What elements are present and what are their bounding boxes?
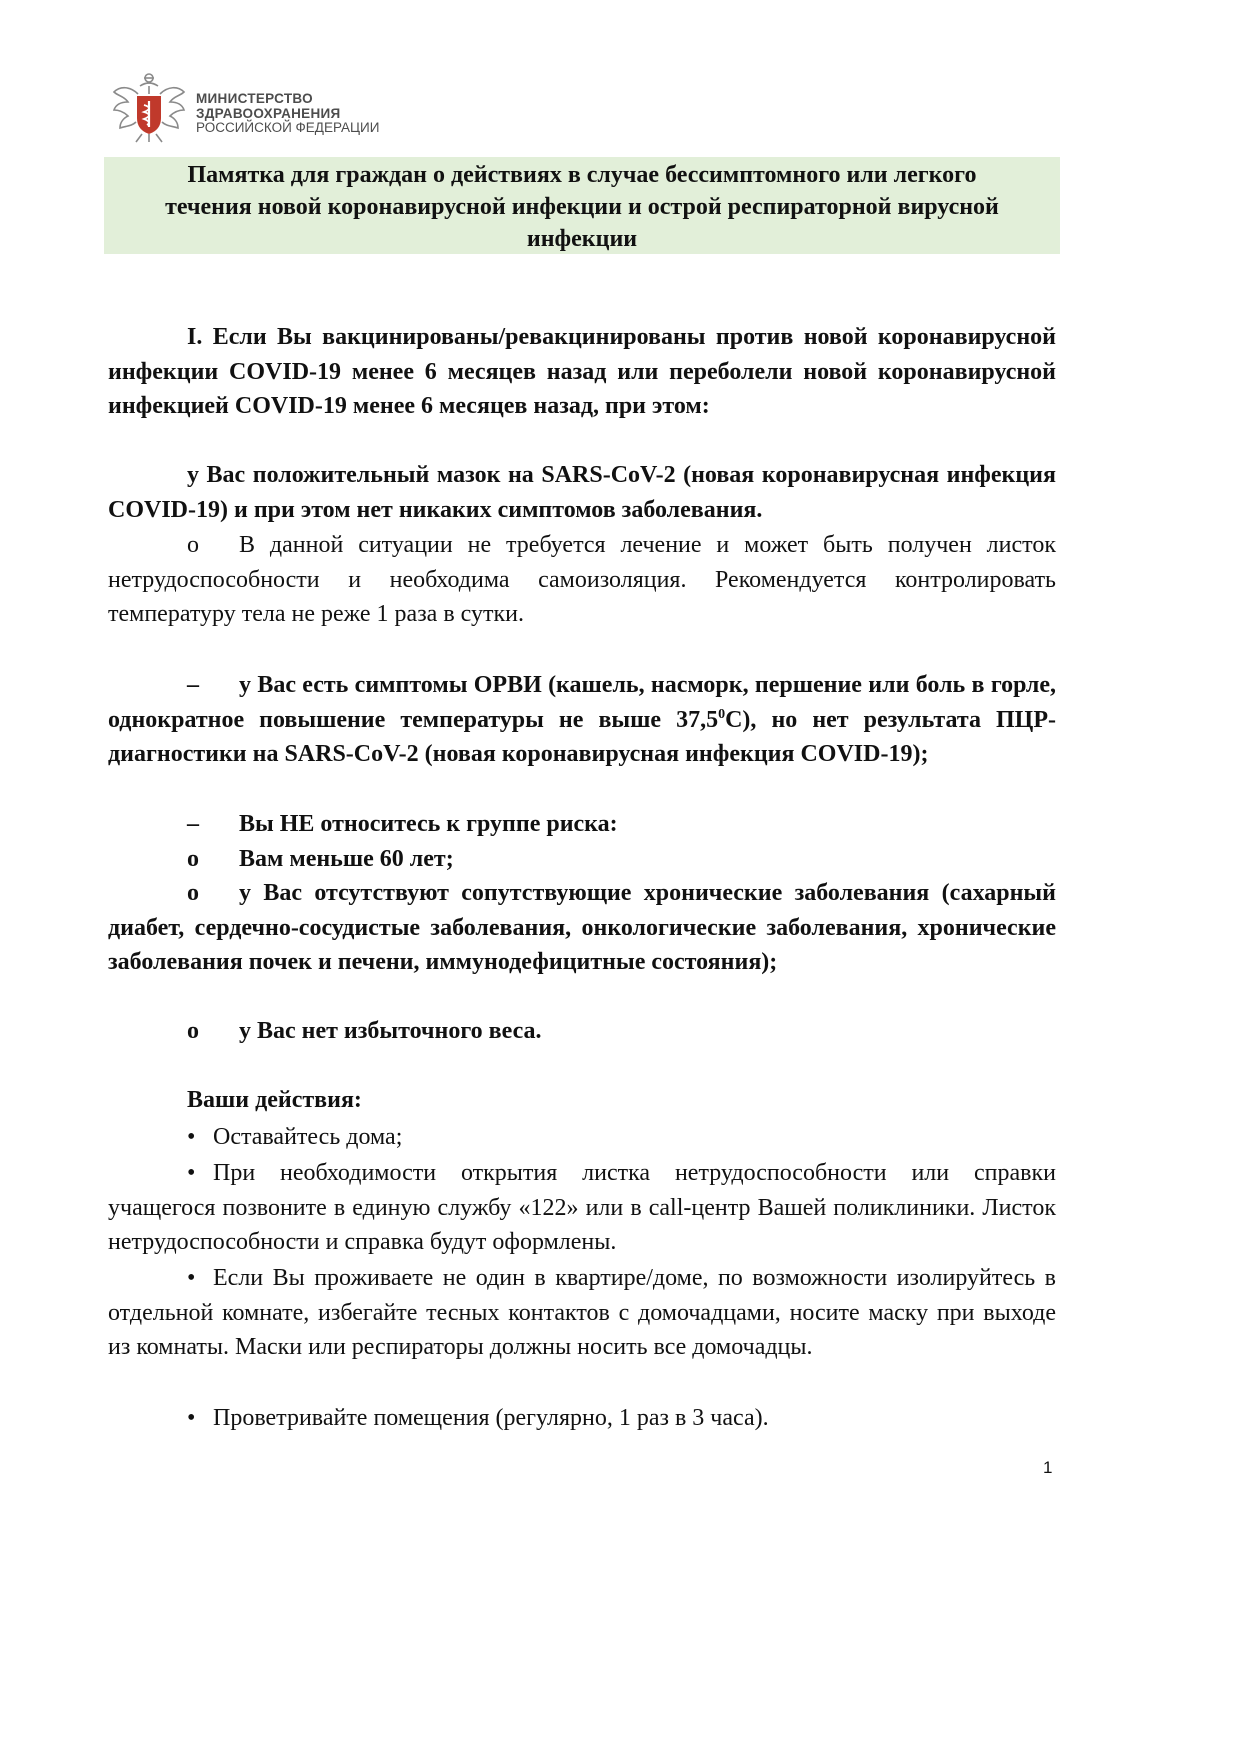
- degree-superscript: 0: [718, 706, 726, 722]
- risk-heading-paragraph: [108, 807, 1056, 842]
- coat-of-arms-icon: [110, 72, 188, 146]
- bullet-marker: •: [187, 1124, 196, 1150]
- case-a-note-text: В данной ситуации не требуется лечение и может быть получен листок нетрудоспособности и необходима самоизоляция. Рекомендуется контролировать температуру тела не реже 1 раза в сутки.: [108, 532, 1056, 627]
- actions-heading: [108, 1083, 1056, 1118]
- action-item-text: При необходимости открытия листка нетрудоспособности или справки учащегося позвоните в единую службу «122» или в call-центр Вашей поликлиники. Листок нетрудоспособности и справка будут оформлены.: [108, 1160, 1056, 1255]
- title-line2: течения новой коронавирусной инфекции и острой респираторной вирусной: [165, 194, 999, 220]
- action-item-text: Проветривайте помещения (регулярно, 1 раз в 3 часа).: [213, 1405, 769, 1431]
- bullet-marker: •: [187, 1160, 196, 1186]
- circle-bullet-marker: o: [187, 1018, 199, 1044]
- title-line1: Памятка для граждан о действиях в случае бессимптомного или легкого: [187, 162, 977, 188]
- risk-item: [108, 1014, 1056, 1049]
- case-a-paragraph: [108, 458, 1056, 527]
- ministry-line1: МИНИСТЕРСТВО: [196, 91, 313, 106]
- circle-bullet-marker: o: [187, 846, 199, 872]
- dash-marker: –: [187, 672, 199, 698]
- risk-item-text: у Вас нет избыточного веса.: [239, 1018, 542, 1044]
- bullet-marker: •: [187, 1265, 196, 1291]
- actions-heading-text: Ваши действия:: [187, 1087, 362, 1113]
- dash-marker: –: [187, 811, 199, 837]
- case-a-text: у Вас положительный мазок на SARS-CoV-2 (новая коронавирусная инфекция COVID-19) и при этом нет никаких симптомов заболевания.: [108, 462, 1056, 523]
- title-banner: [104, 157, 1060, 254]
- case-b-text-part2: С), но нет результата ПЦР-диагностики на SARS-CoV-2 (новая коронавирусная инфекция COVID-19);: [108, 706, 1056, 767]
- risk-item: [108, 876, 1056, 980]
- ministry-line2: ЗДРАВООХРАНЕНИЯ: [196, 105, 341, 121]
- circle-bullet-marker: o: [187, 532, 199, 558]
- circle-bullet-marker: o: [187, 880, 199, 906]
- page-number: 1: [1043, 1458, 1053, 1477]
- action-item-text: Оставайтесь дома;: [213, 1124, 403, 1150]
- action-item: [108, 1401, 1056, 1436]
- action-item: [108, 1156, 1056, 1260]
- title-line3: инфекции: [526, 226, 638, 252]
- ministry-line3: РОССИЙСКОЙ ФЕДЕРАЦИИ: [196, 120, 380, 135]
- case-b-paragraph: [108, 668, 1056, 772]
- case-b-text-part1: у Вас есть симптомы ОРВИ (кашель, насморк, першение или боль в горле, однократное повышение температуры не выше 37,5: [108, 672, 1056, 733]
- risk-item: [108, 842, 1056, 877]
- action-item: [108, 1261, 1056, 1365]
- risk-heading-text: Вы НЕ относитесь к группе риска:: [239, 811, 618, 837]
- risk-item-text: у Вас отсутствуют сопутствующие хронические заболевания (сахарный диабет, сердечно-сосудистые заболевания, онкологические заболевания, хронические заболевания почек и печени, иммунодефицитные состояния);: [108, 880, 1056, 975]
- action-item: [108, 1120, 1056, 1155]
- bullet-marker: •: [187, 1405, 196, 1431]
- case-a-note-paragraph: [108, 528, 1056, 632]
- action-item-text: Если Вы проживаете не один в квартире/доме, по возможности изолируйтесь в отдельной комнате, избегайте тесных контактов с домочадцами, носите маску при выходе из комнаты. Маски или респираторы должны носить все домочадцы.: [108, 1265, 1056, 1360]
- section-heading-text: I. Если Вы вакцинированы/ревакцинированы против новой коронавирусной инфекции COVID-19 менее 6 месяцев назад или переболели новой коронавирусной инфекцией COVID-19 менее 6 месяцев назад, при этом:: [108, 324, 1056, 419]
- section-heading: [108, 320, 1056, 424]
- ministry-name: [196, 92, 379, 136]
- risk-item-text: Вам меньше 60 лет;: [239, 846, 454, 872]
